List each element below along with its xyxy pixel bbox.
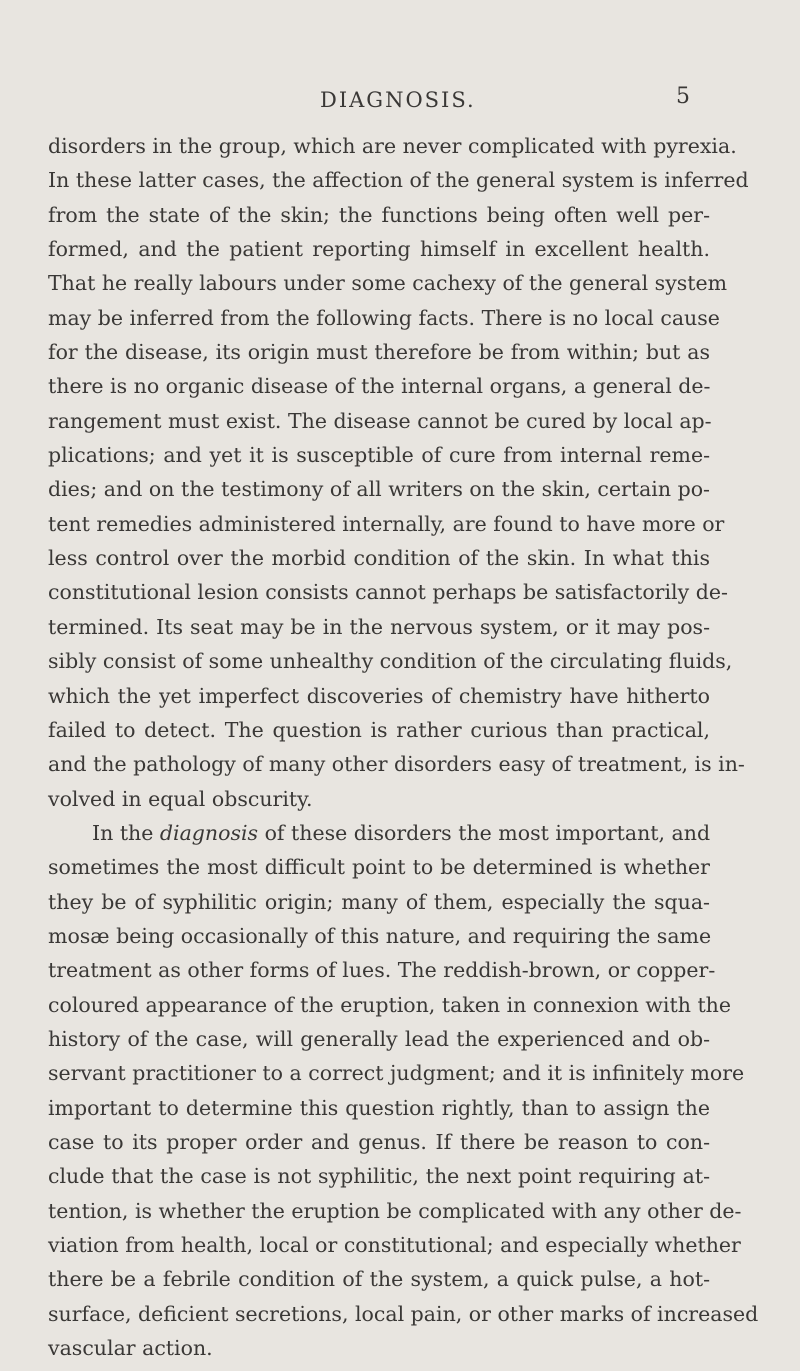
text-line: viation from health, local or constitutional; and especially whether bbox=[48, 1233, 741, 1257]
text-line: sometimes the most difficult point to be determined is whether bbox=[48, 855, 710, 880]
text-line: they be of syphilitic origin; many of them, especially the squa- bbox=[48, 889, 710, 914]
text-line: less control over the morbid condition of the skin. In what this bbox=[48, 546, 710, 571]
text-line: surface, deficient secretions, local pain, or other marks of increased bbox=[48, 1301, 759, 1326]
text-fragment: of these disorders the most important, and bbox=[258, 820, 711, 845]
italic-term: diagnosis bbox=[159, 820, 259, 845]
text-line: plications; and yet it is susceptible of cure from internal reme- bbox=[48, 443, 710, 468]
running-head bbox=[0, 80, 800, 120]
text-line: volved in equal obscurity. bbox=[48, 786, 313, 811]
text-line: In these latter cases, the affection of the general system is inferred bbox=[48, 168, 749, 193]
text-line: disorders in the group, which are never complicated with pyrexia. bbox=[48, 134, 737, 158]
text-line: from the state of the skin; the functions being often well per- bbox=[48, 202, 710, 227]
text-line: dies; and on the testimony of all writers on the skin, certain po- bbox=[48, 477, 710, 502]
text-line: vascular action. bbox=[48, 1336, 213, 1361]
text-line: there be a febrile condition of the system, a quick pulse, a hot- bbox=[48, 1267, 710, 1292]
text-line: for the disease, its origin must therefore be from within; but as bbox=[48, 340, 710, 365]
text-line: constitutional lesion consists cannot perhaps be satisfactorily de- bbox=[48, 580, 728, 605]
text-line: which the yet imperfect discoveries of chemistry have hitherto bbox=[48, 683, 710, 708]
paragraph-2 bbox=[48, 816, 759, 1366]
text-line: sibly consist of some unhealthy condition of the circulating fluids, bbox=[48, 649, 733, 674]
text-line: and the pathology of many other disorders easy of treatment, is in- bbox=[48, 752, 745, 777]
text-line: formed, and the patient reporting himself in excellent health. bbox=[48, 237, 710, 262]
body-text bbox=[48, 129, 759, 1365]
text-line: history of the case, will generally lead the experienced and ob- bbox=[48, 1026, 710, 1051]
paragraph-1 bbox=[48, 129, 749, 816]
text-line: That he really labours under some cachexy of the general system bbox=[48, 271, 728, 296]
text-line: clude that the case is not syphilitic, the next point requiring at- bbox=[48, 1164, 710, 1189]
text-line: termined. Its seat may be in the nervous system, or it may pos- bbox=[48, 614, 710, 639]
text-line: coloured appearance of the eruption, taken in connexion with the bbox=[48, 992, 732, 1017]
text-line: there is no organic disease of the internal organs, a general de- bbox=[48, 374, 711, 399]
running-title: DIAGNOSIS. bbox=[320, 88, 476, 112]
text-line: failed to detect. The question is rather curious than practical, bbox=[48, 717, 710, 742]
text-line: treatment as other forms of lues. The reddish-brown, or copper- bbox=[48, 958, 716, 983]
text-line: servant practitioner to a correct judgment; and it is infinitely more bbox=[48, 1061, 745, 1086]
text-fragment: In the bbox=[92, 820, 160, 845]
text-line: may be inferred from the following facts. There is no local cause bbox=[48, 305, 720, 330]
text-line: important to determine this question rightly, than to assign the bbox=[48, 1095, 710, 1120]
text-line: tent remedies administered internally, are found to have more or bbox=[48, 511, 725, 536]
text-line bbox=[48, 816, 710, 850]
text-line: case to its proper order and genus. If there be reason to con- bbox=[48, 1129, 710, 1154]
text-line: mosæ being occasionally of this nature, and requiring the same bbox=[48, 923, 712, 948]
text-line: tention, is whether the eruption be complicated with any other de- bbox=[48, 1198, 742, 1223]
text-line: rangement must exist. The disease cannot be cured by local ap- bbox=[48, 408, 712, 433]
page-number: 5 bbox=[676, 84, 690, 109]
